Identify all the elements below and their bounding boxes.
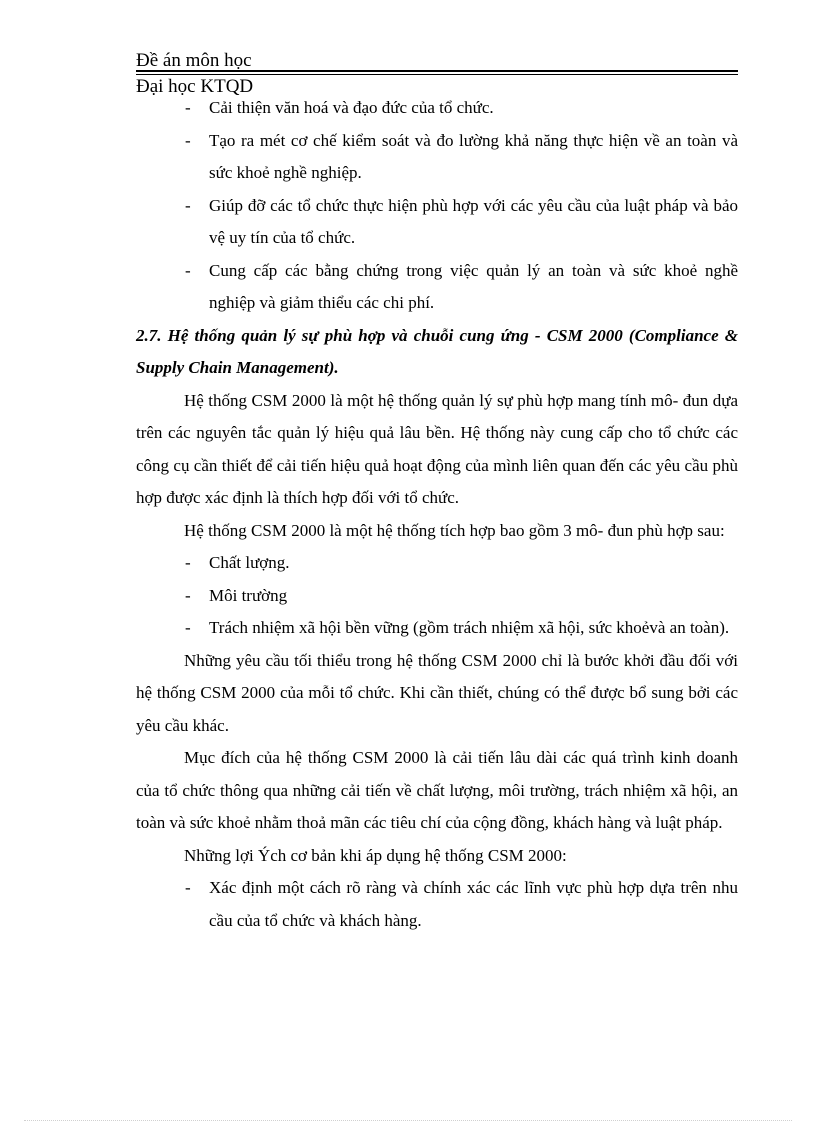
paragraph: Những lợi Ých cơ bản khi áp dụng hệ thống CSM 2000: [184,845,567,865]
list-item-text: Môi trường [209,585,288,605]
paragraph: Hệ thống CSM 2000 là một hệ thống tích hợp bao gồm 3 mô- đun phù hợp sau: [184,520,725,540]
list-item [136,872,738,937]
list-item [136,92,738,125]
document-body [136,92,738,937]
list-item [136,580,738,613]
dash-bullet: - [185,618,191,637]
paragraph: Hệ thống CSM 2000 là một hệ thống quản lý sự phù hợp mang tính mô- đun dựa trên các nguyên tắc quản lý hiệu quả lâu bền. Hệ thống này cung cấp cho tổ chức các công cụ cần thiết để cải tiến hiệu quả hoạt động của mình liên quan đến các yêu cầu phù hợp được xác định là thích hợp đối với tổ chức. [136,390,738,507]
dash-bullet: - [185,130,191,150]
list-item [136,190,738,255]
list-item-text: Giúp đỡ các tổ chức thực hiện phù hợp với các yêu cầu của luật pháp và bảo vệ uy tín của tổ chức. [209,195,738,247]
dash-bullet: - [185,553,191,572]
dash-bullet: - [185,878,191,897]
page-bottom-border [24,1120,792,1121]
list-item-text: Xác định một cách rõ ràng và chính xác các lĩnh vực phù hợp dựa trên nhu cầu của tổ chức và khách hàng. [209,878,738,930]
list-item-text: Tạo ra mét cơ chế kiểm soát và đo lường khả năng thực hiện về an toàn và sức khoẻ nghề nghiệp. [209,130,738,182]
header-rule [136,70,738,75]
list-item-text: Cung cấp các bằng chứng trong việc quản lý an toàn và sức khoẻ nghề nghiệp và giảm thiểu các chi phí. [209,260,738,312]
list-item [136,547,738,580]
list-item [136,125,738,190]
list-item-text: Cải thiện văn hoá và đạo đức của tổ chức. [209,98,494,117]
modules-list [136,547,738,645]
list-item-text: Chất lượng. [209,553,290,572]
paragraph: Mục đích của hệ thống CSM 2000 là cải tiến lâu dài các quá trình kinh doanh của tổ chức thông qua những cải tiến về chất lượng, môi trường, trách nhiệm xã hội, an toàn và sức khoẻ nhằm thoả mãn các tiêu chí của cộng đồng, khách hàng và luật pháp. [136,748,738,832]
dash-bullet: - [185,195,191,215]
benefits-list [136,92,738,320]
paragraph: Những yêu cầu tối thiểu trong hệ thống CSM 2000 chỉ là bước khởi đầu đối với hệ thống CSM 2000 của mỗi tổ chức. Khi cần thiết, chúng có thể được bổ sung bởi các yêu cầu khác. [136,650,738,735]
list-item [136,255,738,320]
advantages-list [136,872,738,937]
section-heading: 2.7. Hệ thống quản lý sự phù hợp và chuỗi cung ứng - CSM 2000 (Compliance & Supply Chain Management). [136,325,738,377]
header-university: Đại học KTQD [136,76,254,97]
dash-bullet: - [185,260,191,280]
list-item-text: Trách nhiệm xã hội bền vững (gồm trách nhiệm xã hội, sức khoẻvà an toàn). [209,618,730,637]
header-course-title: Đề án môn học [136,50,252,71]
dash-bullet: - [185,98,191,117]
list-item [136,612,738,645]
dash-bullet: - [185,585,191,605]
